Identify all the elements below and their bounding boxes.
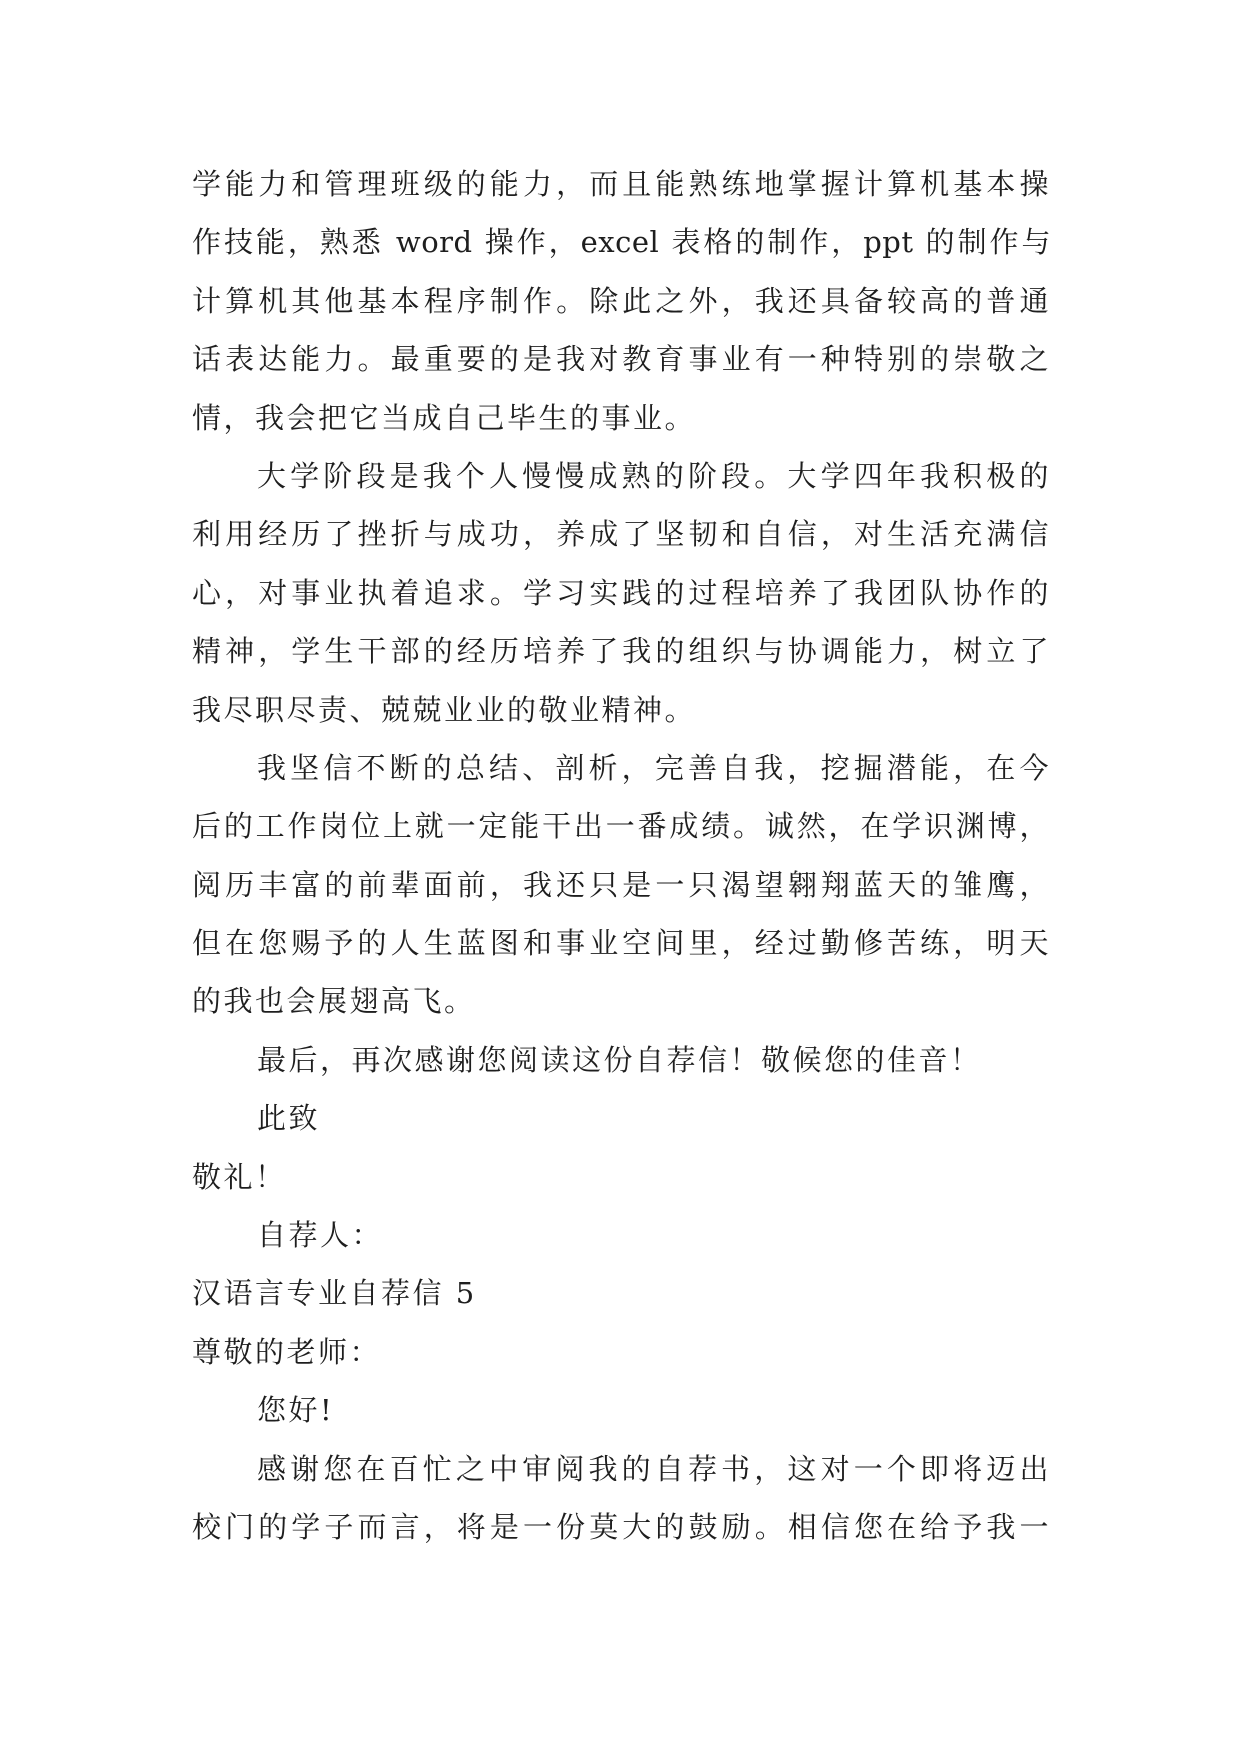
paragraph-intro bbox=[192, 1440, 1051, 1557]
text-line: 感谢您在百忙之中审阅我的自荐书，这对一个即将迈出 bbox=[257, 1451, 1051, 1486]
text-line: 我尽职尽责、兢兢业业的敬业精神。 bbox=[192, 692, 697, 727]
text-line: 您好! bbox=[257, 1393, 335, 1428]
text-line: 计算机其他基本程序制作。除此之外，我还具备较高的普通 bbox=[192, 283, 1051, 318]
text-line: 作技能，熟悉 word 操作，excel 表格的制作，ppt 的制作与 bbox=[192, 225, 1051, 260]
document-body bbox=[192, 155, 1051, 1556]
text-line: 的我也会展翅高飞。 bbox=[192, 984, 476, 1019]
signature-label bbox=[192, 1206, 1051, 1264]
text-line: 利用经历了挫折与成功，养成了坚韧和自信，对生活充满信 bbox=[192, 517, 1051, 552]
text-line: 大学阶段是我个人慢慢成熟的阶段。大学四年我积极的 bbox=[257, 458, 1051, 493]
salutation bbox=[192, 1323, 1051, 1381]
text-line: 精神，学生干部的经历培养了我的组织与协调能力，树立了 bbox=[192, 634, 1051, 669]
paragraph-skills bbox=[192, 155, 1051, 447]
closing-greeting bbox=[192, 1089, 1051, 1147]
text-line: 校门的学子而言，将是一份莫大的鼓励。相信您在给予我一 bbox=[192, 1509, 1051, 1544]
greeting bbox=[192, 1381, 1051, 1439]
paragraph-university bbox=[192, 447, 1051, 739]
text-line: 情，我会把它当成自己毕生的事业。 bbox=[192, 400, 697, 435]
paragraph-thanks bbox=[192, 1031, 1051, 1089]
paragraph-belief bbox=[192, 739, 1051, 1031]
text-line: 自荐人： bbox=[257, 1218, 384, 1253]
text-line: 后的工作岗位上就一定能干出一番成绩。诚然，在学识渊博， bbox=[192, 809, 1051, 844]
text-line: 阅历丰富的前辈面前，我还只是一只渴望翱翔蓝天的雏鹰， bbox=[192, 867, 1051, 902]
text-line: 尊敬的老师： bbox=[192, 1334, 382, 1369]
text-line: 话表达能力。最重要的是我对教育事业有一种特别的崇敬之 bbox=[192, 342, 1051, 377]
text-line: 敬礼！ bbox=[192, 1159, 287, 1194]
closing-salute bbox=[192, 1148, 1051, 1206]
text-line: 学能力和管理班级的能力，而且能熟练地掌握计算机基本操 bbox=[192, 167, 1051, 201]
letter-title bbox=[192, 1264, 1051, 1322]
text-line: 心，对事业执着追求。学习实践的过程培养了我团队协作的 bbox=[192, 575, 1051, 610]
text-line: 汉语言专业自荐信 5 bbox=[192, 1276, 477, 1311]
text-line: 此致 bbox=[257, 1101, 321, 1136]
text-line: 但在您赐予的人生蓝图和事业空间里，经过勤修苦练，明天 bbox=[192, 926, 1051, 961]
text-line: 我坚信不断的总结、剖析，完善自我，挖掘潜能，在今 bbox=[257, 750, 1051, 785]
text-line: 最后，再次感谢您阅读这份自荐信！敬候您的佳音！ bbox=[257, 1042, 982, 1077]
